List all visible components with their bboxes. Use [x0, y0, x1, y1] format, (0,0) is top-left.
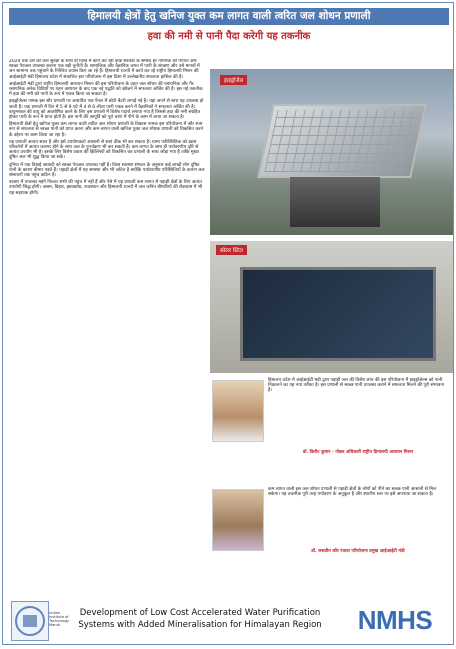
solar-still-panel: [240, 267, 436, 361]
avatar: [212, 380, 264, 442]
footer: [9, 599, 449, 642]
avatar: [212, 489, 264, 551]
profile-name: डॉ. किरीट कुमार - नोडल अधिकारी राष्ट्रीय हिमालयी अध्ययन मिशन: [302, 450, 414, 455]
poster: [2, 2, 454, 645]
profile-card: [210, 378, 453, 486]
iit-mandi-logo: [11, 601, 49, 641]
article-paragraph: दुनिया में एक तिहाई आबादी को स्वच्छ पेयजल उपलब्ध नहीं है। विश्व स्वास्थ्य संगठन के अनुसार कई लाखों लोग दूषित पानी के कारण बीमार पड़ते हैं। पहाड़ी क्षेत्रों में यह समस्या और भी जटिल है क्योंकि पर्यावरणीय परिस्थितियों के कारण जल संसाधनों तक पहुंच कठिन है।: [9, 162, 205, 179]
profile-quote: हिमालय प्रदेश में आईआईटी मंडी द्वारा पहाड़ी जल की विशेष जांच की इस परियोजना में हाइड्रोजेल्स को पानी निकालने का यह नया तरीका है। इस प्रणाली से स्वच्छ पानी उपलब्ध कराने में सफलता मिलने की पूरी संभावना है।: [268, 378, 445, 394]
article-paragraph: 2024 तक देश को जल सुरक्षा के साथ ही विश्व में कार्य कर रही कोड सरकार के समस्त हर नागरिक को पर्याप्त और स्वच्छ पेयजल उपलब्ध कराना एक बड़ी चुनौती है। सामाजिक और वैज्ञानिक जगत में पानी के संरक्षण और उसे मानवों में जन सामान्य तक पहुंचाने के निश्चित प्रयास किए जा रहे हैं। हिमालयी राज्यों में कार्य कर रहे राष्ट्रीय हिमालयी मिशन की आईआईटी मंडी हिमालय प्रदेश में संचालित इस परियोजना में इस दिशा में उल्लेखनीय सफलता हासिल की है।: [9, 59, 200, 80]
article-paragraph: यह प्रणाली अत्यंत सरल है और इसे उपयोगकर्ता आसानी से स्वयं ठीक भी कर सकता है। ग्राम्य पारिस्थितिक को खास परिवर्तनों में अत्यंत कारगर होने के साथ जल के पुनर्चक्रण भी कर सकती है। कम लागत के साथ ही पर्यावरणीय दृष्टि से अत्यंत उपयोग भी है। इसके लिए विशेष प्रकार की झिल्लियों को विकसित कर प्रणाली के साथ जोड़ा गया है ताकि मुख्य दूषित जल भी शुद्ध किया जा सके।: [9, 139, 199, 161]
nmhs-logo: NMHS: [357, 605, 433, 635]
article-paragraph: हाइड्रोजेल्स नामक इस सौर प्रणाली पर आधारित एक पैनल में छोटी बैटरी लगाई गई है। यहां अपने से साथ यह उपलब्ध हो जाती है। एक प्रणाली में दिन में 5 से 9 घंटे में 4 से 6 लीटर पानी एकत्र करने में वैज्ञानिकों ने सफलता अर्जित की है। वायुमण्डल की वायु को अवशोषित करने के लिए इस प्रणाली में विशेष पदार्थ लगाया गया है जिससे हवा की नमी संग्रहित होकर पानी के रूप में प्राप्त होती है। इस पानी की आपूर्ति को पूर्व चरण में पीने के काम में लाया जा सकता है।: [9, 99, 204, 121]
hydrogel-panel: [257, 104, 427, 178]
article-paragraph: हिमालयी क्षेत्रों हेतु खनिज युक्त कम लागत वाली त्वरित जल शोधन प्रणाली के विकास नामक इस परियोजना में और स्पष्ट रूप से सफलता से स्वच्छ पानी को प्राप्त करना और कम लागत वाली खनिज युक्त जल शोधक प्रणाली को विकसित करने के उद्देश्य पर काम किया जा रहा है।: [9, 122, 204, 138]
hydrogel-photo: [210, 69, 453, 235]
solar-still-photo: [210, 241, 453, 373]
page-subtitle: हवा की नमी से पानी पैदा करेगी यह तकनीक: [147, 31, 311, 42]
logo-text: Indian Institute of Technology Mandi: [49, 611, 70, 627]
profile-quote: कम लागत वाली इस जल शोधन प्रणाली से पहाड़ी क्षेत्रों के लोगों को पीने का स्वच्छ पानी आसानी से मिल सकेगा। यह तकनीक पूरी तरह पर्यावरण के अनुकूल है और स्थानीय स्तर पर इसे अपनाया जा सकता है।: [268, 487, 437, 498]
article-body: [9, 59, 205, 589]
project-title: Development of Low Cost Accelerated Water Purification Systems with Added Mineralisation for Himalayan Region: [78, 608, 322, 630]
profile-card: [210, 487, 453, 595]
profile-name: डॉ. जसप्रीत कौर रंधावा परियोजना प्रमुख आईआईटी मंडी: [311, 549, 405, 554]
article-paragraph: आईआईटी मंडी द्वारा राष्ट्रीय हिमालयी अध्ययन मिशन की इस परियोजना के तहत जल शोधन की रसायनिक और गैर रसायनिक अनेक विधियों पर गहन अध्ययन के बाद एक नई पद्धति को खोजने में सफलता अर्जित की है। इस नई तकनीक में हवा की नमी को पानी के रूप में एकत्र किया जा सकता है।: [9, 81, 203, 98]
photo-label-hydrogel: हाइड्रोजेल: [220, 75, 247, 85]
page-title: हिमालयी क्षेत्रों हेतु खनिज युक्त कम लागत वाली त्वरित जल शोधन प्रणाली: [9, 8, 449, 25]
photo-label-solar-still: सोलर स्टिल: [216, 245, 247, 255]
panel-stand: [290, 177, 380, 227]
article-paragraph: बाजार में उपलब्ध महंगे फिल्टर सभी की पहुंच में नहीं हैं और ऐसे में यह प्रणाली कम लागत में पहाड़ी क्षेत्रों के लिए अत्यंत उपयोगी सिद्ध होगी। असम, बिहार, झारखण्ड, राजस्थान और हिमालयी राज्यों में जल जनित बीमारियों की रोकथाम में भी यह सहायक होगी।: [9, 180, 203, 196]
